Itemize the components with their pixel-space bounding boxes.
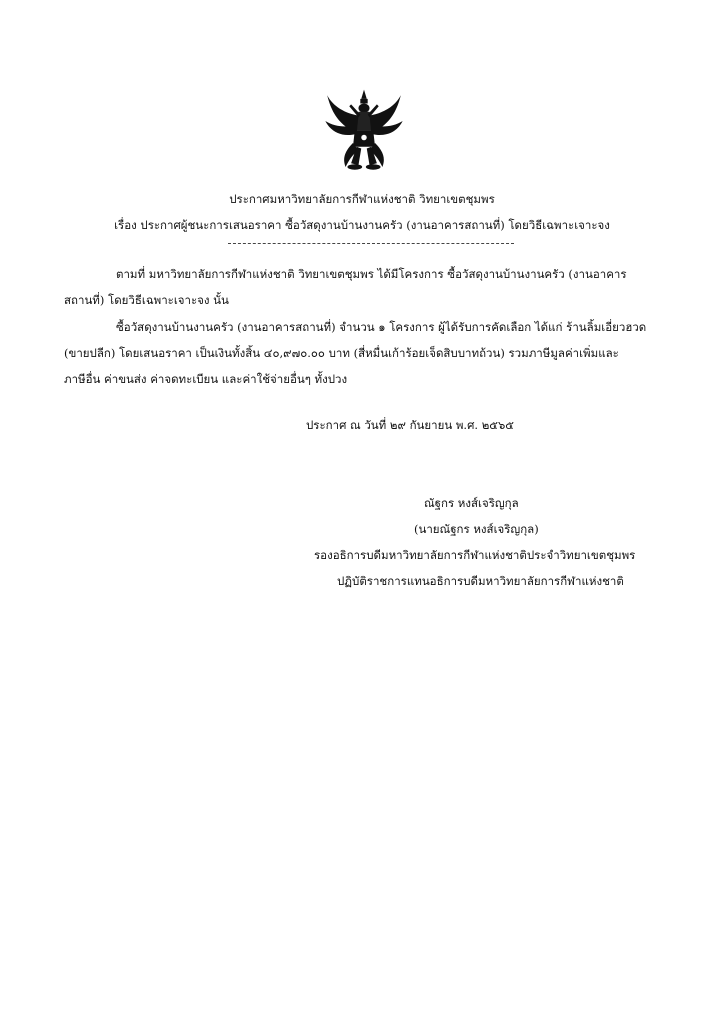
header-divider (228, 243, 514, 244)
garuda-emblem-icon (318, 86, 410, 178)
paragraph-2-line-3: ภาษีอื่น ค่าขนส่ง ค่าจดทะเบียน และค่าใช้จ่ายอื่นๆ ทั้งปวง (64, 372, 348, 386)
paragraph-2-line-1: ซื้อวัสดุงานบ้านงานครัว (งานอาคารสถานที่) จำนวน ๑ โครงการ ผู้ได้รับการคัดเลือก ได้แก่ ร้านลิ้มเอี่ยวฮวด (116, 320, 647, 334)
announcement-subject: เรื่อง ประกาศผู้ชนะการเสนอราคา ซื้อวัสดุงานบ้านงานครัว (งานอาคารสถานที่) โดยวิธีเฉพาะเจาะจง (114, 218, 610, 232)
announcement-title: ประกาศมหาวิทยาลัยการกีฬาแห่งชาติ วิทยาเขตชุมพร (229, 192, 495, 206)
paragraph-1-line-1: ตามที่ มหาวิทยาลัยการกีฬาแห่งชาติ วิทยาเขตชุมพร ได้มีโครงการ ซื้อวัสดุงานบ้านงานครัว (งานอาคาร (116, 267, 627, 281)
signer-full-name: (นายณัฐกร หงส์เจริญกุล) (414, 522, 539, 536)
paragraph-2-line-2: (ขายปลีก) โดยเสนอราคา เป็นเงินทั้งสิ้น ๔๐,๙๗๐.๐๐ บาท (สี่หมื่นเก้าร้อยเจ็ดสิบบาทถ้วน) รวมภาษีมูลค่าเพิ่มและ (64, 346, 619, 360)
signer-name: ณัฐกร หงส์เจริญกุล (424, 496, 519, 510)
signer-position-1: รองอธิการบดีมหาวิทยาลัยการกีฬาแห่งชาติประจำวิทยาเขตชุมพร (314, 548, 636, 562)
announcement-date: ประกาศ ณ วันที่ ๒๙ กันยายน พ.ศ. ๒๕๖๕ (306, 418, 514, 432)
paragraph-1-line-2: สถานที่) โดยวิธีเฉพาะเจาะจง นั้น (64, 293, 229, 307)
signer-position-2: ปฏิบัติราชการแทนอธิการบดีมหาวิทยาลัยการกีฬาแห่งชาติ (337, 574, 624, 588)
